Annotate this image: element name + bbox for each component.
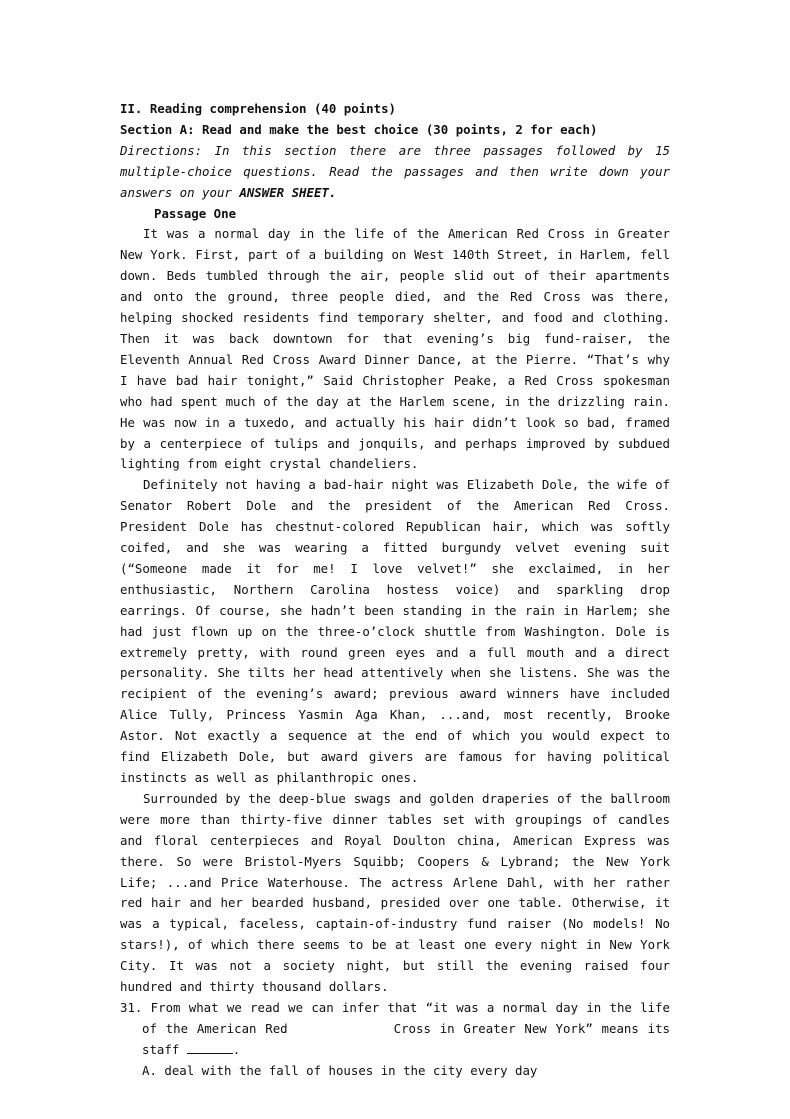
- section-heading: II. Reading comprehension (40 points): [120, 101, 397, 116]
- passage-paragraph: Surrounded by the deep-blue swags and golden draperies of the ballroom were more than thirty-five dinner tables set with groupings of candles and floral centerpieces and Royal Doulton china, American Express was there. So were Bristol-Myers Squibb; Coopers & Lybrand; the New York Life; ...and Price Waterhouse. The actress Arlene Dahl, with her rather red hair and her bearded husband, presided over one table. Otherwise, it was a typical, faceless, captain-of-industry fund raiser (No models! No stars!), of which there seems to be at least one every night in New York City. It was not a society night, but still the evening raised four hundred and thirty thousand dollars.: [120, 790, 670, 995]
- question-31: [120, 998, 670, 1061]
- question-text-part1: From what we read we can infer that “it was a normal day in the life of the American Red: [142, 999, 670, 1036]
- question-text-part2: Cross in Greater New York” means its staff: [142, 1020, 670, 1057]
- passage-paragraph: Definitely not having a bad-hair night was Elizabeth Dole, the wife of Senator Robert Dole and the president of the American Red Cross. President Dole has chestnut-colored Republican hair, which was softly coifed, and she was wearing a fitted burgundy velvet evening suit (“Someone made it for me! I love velvet!” she exclaimed, in her enthusiastic, Northern Carolina hostess voice) and sparkling drop earrings. Of course, she hadn’t been standing in the rain in Harlem; she had just flown up on the three-o’clock shuttle from Washington. Dole is extremely pretty, with round green eyes and a full mouth and a direct personality. She tilts her head attentively when she listens. She was the recipient of the evening’s award; previous award winners have included Alice Tully, Princess Yasmin Aga Khan, ...and, most recently, Brooke Astor. Not exactly a sequence at the end of which you would expect to find Elizabeth Dole, but award givers are famous for having political instincts as well as philanthropic ones.: [120, 477, 670, 785]
- option-a: A. deal with the fall of houses in the city every day: [142, 1062, 538, 1078]
- passage-paragraph: It was a normal day in the life of the American Red Cross in Greater New York. First, part of a building on West 140th Street, in Harlem, fell down. Beds tumbled through the air, people slid out of their apartments and onto the ground, three people died, and the Red Cross was there, helping shocked residents find temporary shelter, and food and clothing. Then it was back downtown for that evening’s big fund-raiser, the Eleventh Annual Red Cross Award Dinner Dance, at the Pierre. “That’s why I have bad hair tonight,” Said Christopher Peake, a Red Cross spokesman who had spent much of the day at the Harlem scene, in the drizzling rain. He was now in a tuxedo, and actually his hair didn’t look so bad, framed by a centerpiece of tulips and jonquils, and perhaps improved by subdued lighting from eight crystal chandeliers.: [120, 226, 670, 472]
- question-text-end: .: [232, 1041, 241, 1057]
- subsection-heading: Section A: Read and make the best choice (30 points, 2 for each): [120, 121, 598, 137]
- directions-text: Directions: In this section there are three passages followed by 15 multiple-choice questions. Read the passages and then write down your answers on your: [120, 142, 670, 200]
- question-number: 31.: [120, 999, 143, 1015]
- answer-blank: [187, 1040, 233, 1054]
- answer-sheet-label: ANSWER SHEET.: [239, 184, 337, 200]
- exam-page: [120, 99, 670, 1082]
- passage-title: Passage One: [154, 205, 237, 221]
- directions: [120, 141, 670, 204]
